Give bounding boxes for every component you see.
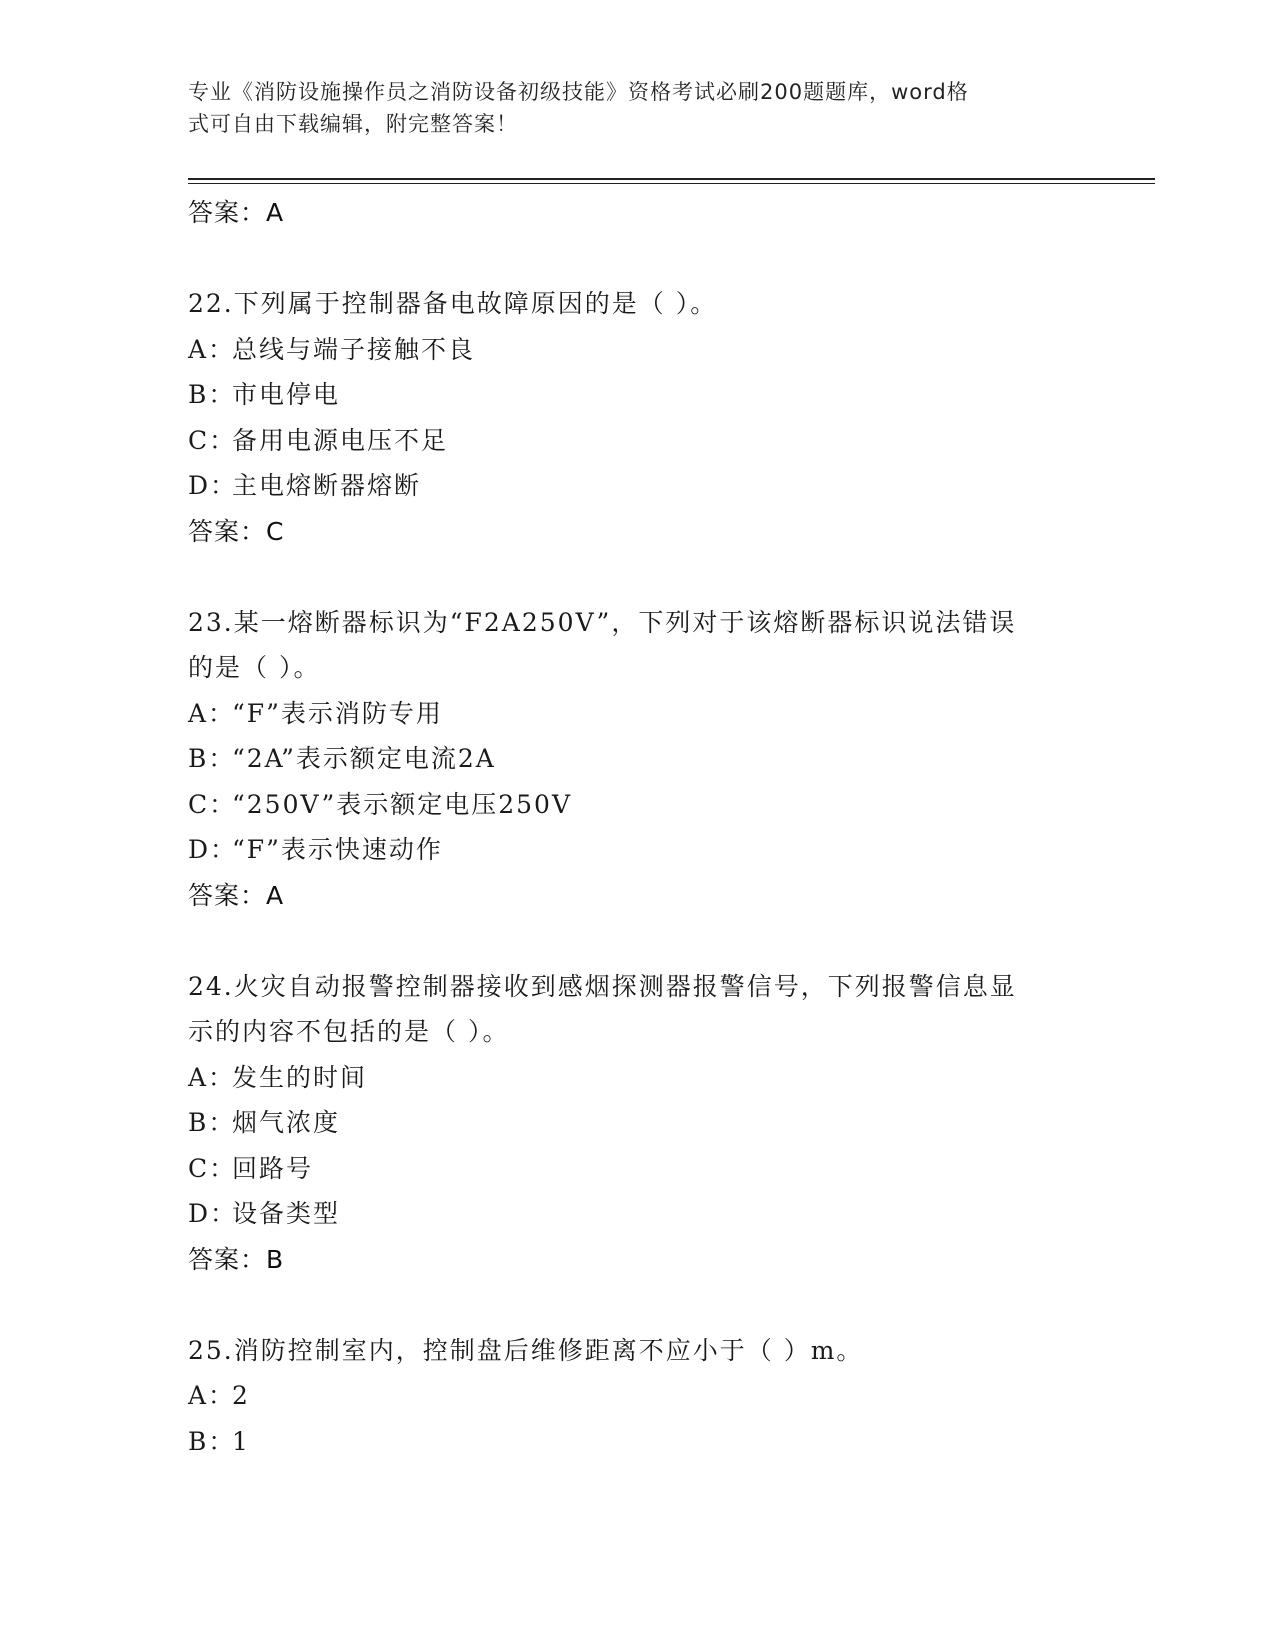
question-stem-line-2: 的是（ ）。 xyxy=(188,653,321,682)
option-a xyxy=(188,1055,1088,1101)
option-text: 回路号 xyxy=(232,1153,314,1183)
question-list xyxy=(188,190,1088,1464)
option-c xyxy=(188,418,1088,464)
answer-line: 答案：A xyxy=(188,880,285,910)
question-23 xyxy=(188,600,1088,919)
option-c xyxy=(188,1146,1088,1192)
option-text: “F”表示快速动作 xyxy=(232,835,443,864)
question-stem: 22.下列属于控制器备电故障原因的是（ ）。 xyxy=(188,289,718,318)
option-key: A： xyxy=(188,698,236,728)
option-b xyxy=(188,736,1088,782)
question-stem-line-1: 24.火灾自动报警控制器接收到感烟探测器报警信号，下列报警信息显 xyxy=(188,971,1017,1001)
option-key: D： xyxy=(188,835,238,864)
option-text: 市电停电 xyxy=(232,380,341,409)
answer-line: 答案：C xyxy=(188,516,285,546)
answer-line: 答案：B xyxy=(188,1244,285,1274)
header-divider-thick xyxy=(188,178,1155,180)
option-text: 发生的时间 xyxy=(232,1062,368,1092)
option-key: A： xyxy=(188,1062,236,1092)
option-key: B： xyxy=(188,380,236,409)
option-c xyxy=(188,782,1088,828)
option-text: 设备类型 xyxy=(232,1199,341,1228)
option-key: A： xyxy=(188,1381,236,1410)
option-b xyxy=(188,1419,1088,1465)
option-text: 1 xyxy=(232,1426,250,1456)
option-text: 备用电源电压不足 xyxy=(232,425,449,455)
header-divider-thin xyxy=(188,183,1155,184)
question-24 xyxy=(188,964,1088,1283)
option-b xyxy=(188,372,1088,418)
option-b xyxy=(188,1100,1088,1146)
option-d xyxy=(188,463,1088,509)
option-text: 烟气浓度 xyxy=(232,1108,341,1137)
question-22 xyxy=(188,281,1088,555)
option-text: “250V”表示额定电压250V xyxy=(232,789,573,819)
option-text: 总线与端子接触不良 xyxy=(232,334,476,364)
option-key: C： xyxy=(188,789,237,819)
previous-answer: 答案：A xyxy=(188,198,285,227)
option-d xyxy=(188,1191,1088,1237)
question-stem-line-1: 23.某一熔断器标识为“F2A250V”，下列对于该熔断器标识说法错误 xyxy=(188,607,1017,637)
option-key: A： xyxy=(188,334,236,364)
option-key: C： xyxy=(188,1153,237,1183)
option-a xyxy=(188,1373,1088,1419)
option-d xyxy=(188,827,1088,873)
question-25 xyxy=(188,1328,1088,1465)
option-text: 主电熔断器熔断 xyxy=(232,471,422,500)
option-key: B： xyxy=(188,1108,236,1137)
option-text: “2A”表示额定电流2A xyxy=(232,744,496,773)
document-header xyxy=(188,76,1088,140)
option-key: D： xyxy=(188,1199,238,1228)
option-text: “F”表示消防专用 xyxy=(232,698,443,728)
option-key: B： xyxy=(188,1426,236,1456)
option-a xyxy=(188,327,1088,373)
option-key: C： xyxy=(188,425,237,455)
header-line-1: 专业《消防设施操作员之消防设备初级技能》资格考试必刷200题题库，word格 xyxy=(188,80,969,104)
option-key: D： xyxy=(188,471,238,500)
question-stem: 25.消防控制室内，控制盘后维修距离不应小于（ ）m。 xyxy=(188,1335,864,1365)
option-text: 2 xyxy=(232,1381,250,1410)
option-key: B： xyxy=(188,744,236,773)
header-line-2: 式可自由下载编辑，附完整答案！ xyxy=(188,112,518,136)
question-stem-line-2: 示的内容不包括的是（ ）。 xyxy=(188,1017,510,1046)
option-a xyxy=(188,691,1088,737)
